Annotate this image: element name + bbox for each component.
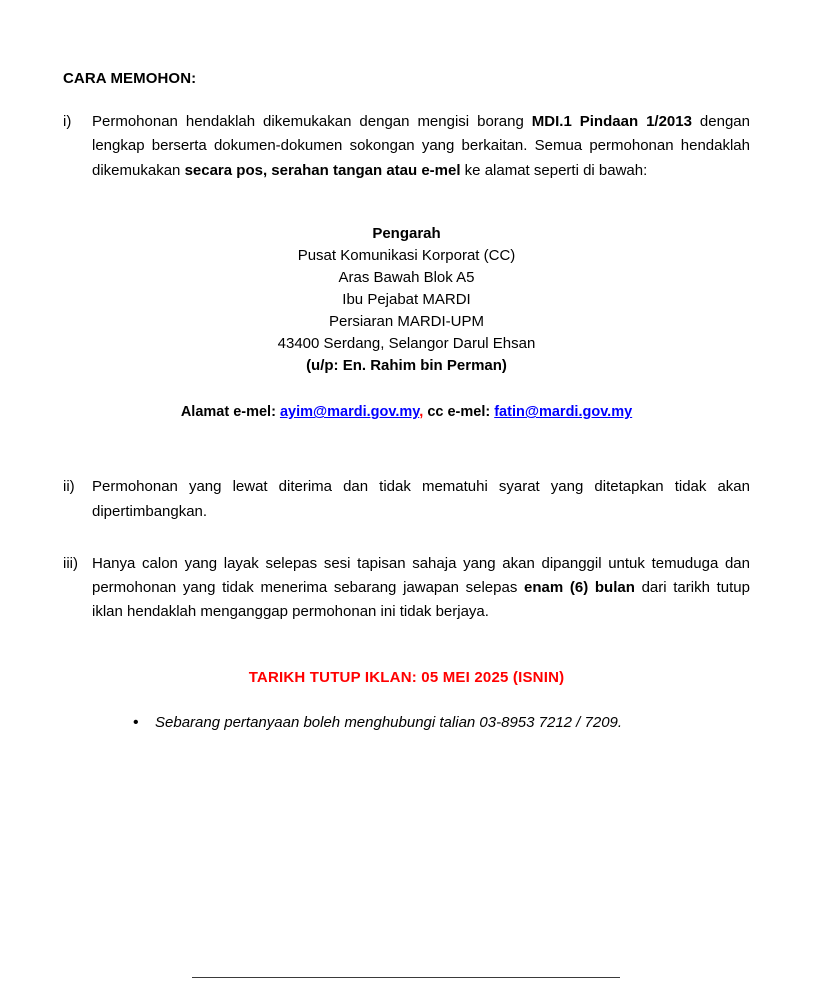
list-item-ii [63, 475, 750, 524]
list-marker-i: i) [63, 113, 72, 130]
address-line-office: Ibu Pejabat MARDI [342, 291, 471, 309]
address-line-street: Persiaran MARDI-UPM [328, 313, 485, 331]
list-item-ii-body: Permohonan yang lewat diterima dan tidak mematuhi syarat yang ditetapkan tidak akan dipertimbangkan. [92, 478, 750, 520]
address-line-floor: Aras Bawah Blok A5 [338, 268, 475, 286]
email-link-cc[interactable]: fatin@mardi.gov.my [494, 404, 633, 421]
list-marker-ii: ii) [63, 478, 75, 496]
footer-divider [192, 977, 620, 978]
list-item-iii [63, 552, 750, 625]
list-item-i [63, 110, 750, 183]
list-item-i-body: Permohonan hendaklah dikemukakan dengan mengisi borang MDI.1 Pindaan 1/2013 dengan lengkap berserta dokumen-dokumen sokongan yang berkaitan. Semua permohonan hendaklah dikemukakan secara pos, serahan tangan atau e-mel ke alamat seperti di bawah: [92, 113, 750, 179]
bullet-icon: • [133, 713, 139, 731]
list-item-iii-body: Hanya calon yang layak selepas sesi tapisan sahaja yang akan dipanggil untuk temuduga dan permohonan yang tidak menerima sebarang jawapan selepas enam (6) bulan dari tarikh tutup iklan hendaklah menganggap permohonan ini tidak berjaya. [92, 554, 750, 621]
address-line-attention: (u/p: En. Rahim bin Perman) [306, 357, 507, 375]
list-marker-iii: iii) [63, 554, 78, 572]
email-link-primary[interactable]: ayim@mardi.gov.my [279, 404, 420, 421]
email-contact-line [63, 404, 750, 420]
page-title: CARA MEMOHON: [63, 70, 197, 87]
enquiry-note-text: Sebarang pertanyaan boleh menghubungi talian 03-8953 7212 / 7209. [155, 713, 623, 731]
closing-date-notice: TARIKH TUTUP IKLAN: 05 MEI 2025 (ISNIN) [248, 668, 565, 686]
email-label-primary: Alamat e-mel: [180, 404, 280, 421]
enquiry-note [63, 712, 750, 735]
address-line-department: Pusat Komunikasi Korporat (CC) [297, 246, 516, 264]
document-content [63, 0, 750, 734]
address-line-position: Pengarah [372, 224, 441, 242]
email-separator: , [419, 404, 424, 421]
email-label-cc: cc e-mel: [423, 404, 495, 421]
address-block [63, 223, 750, 377]
address-line-city: 43400 Serdang, Selangor Darul Ehsan [277, 335, 536, 353]
